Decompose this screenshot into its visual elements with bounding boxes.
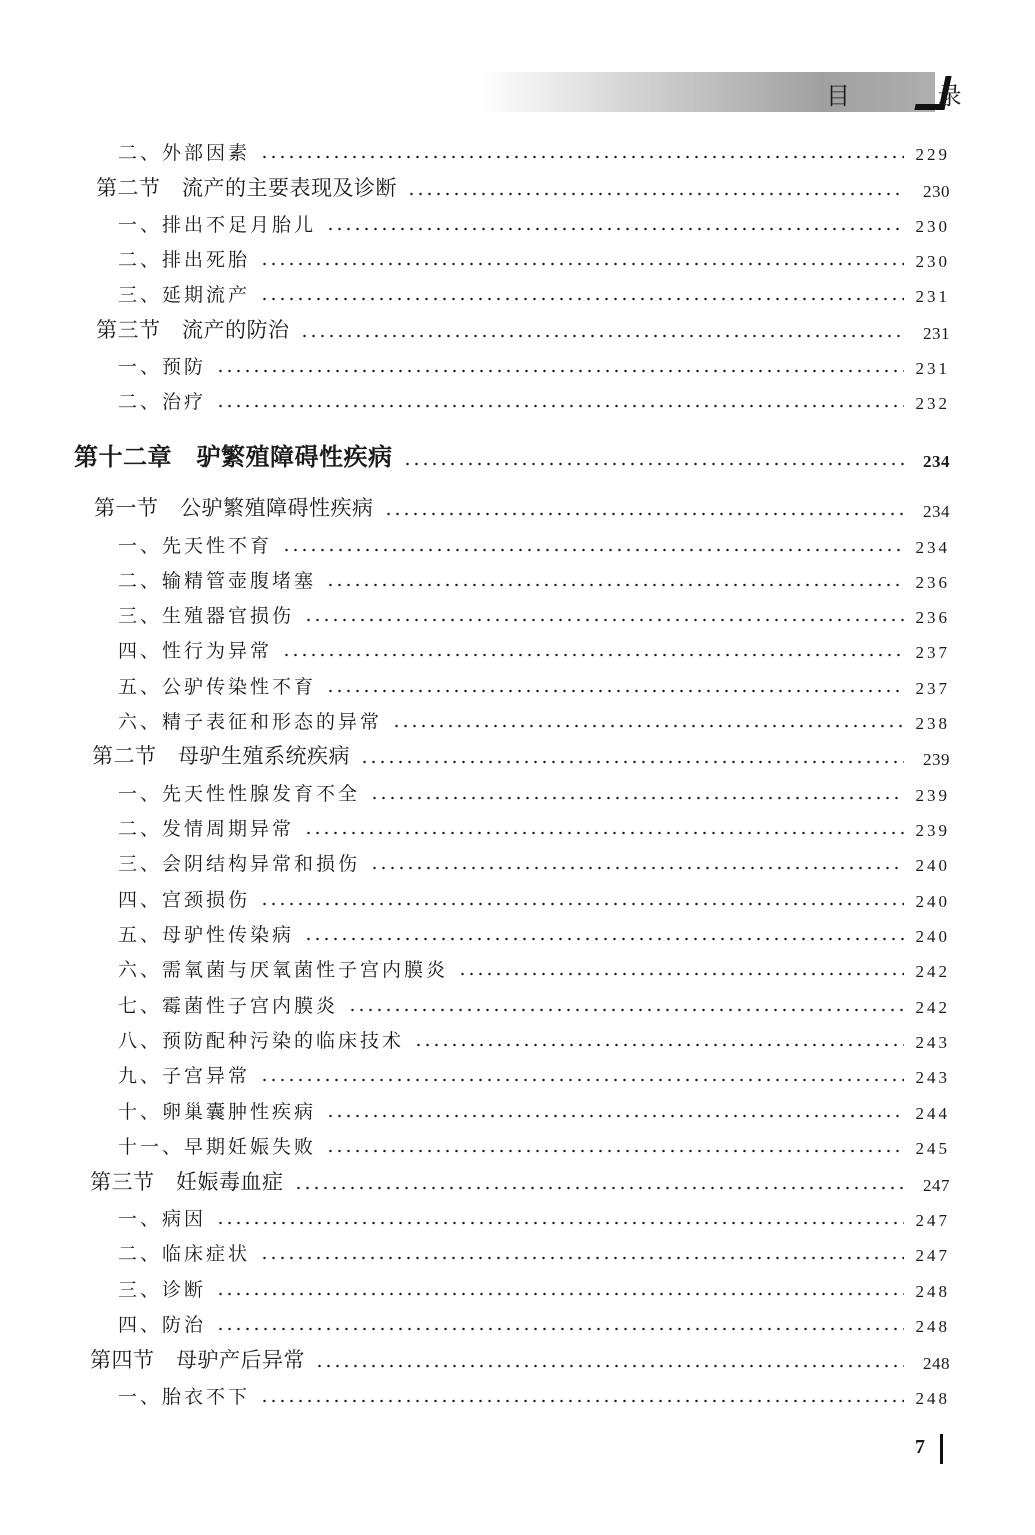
toc-entry bbox=[90, 1166, 950, 1196]
toc-entry bbox=[94, 492, 950, 522]
toc-entry-page: 230 bbox=[923, 182, 950, 201]
toc-entry bbox=[92, 740, 950, 770]
toc-entry-title: 第十二章 驴繁殖障碍性疾病 bbox=[74, 442, 393, 471]
toc-entry-title: 四、防治 bbox=[118, 1314, 207, 1336]
toc-entry bbox=[118, 1381, 950, 1409]
toc-entry-title: 四、性行为异常 bbox=[118, 640, 273, 662]
toc-entry-title: 第二节 流产的主要表现及诊断 bbox=[96, 176, 397, 200]
toc-leader-dots bbox=[315, 1364, 904, 1368]
toc-entry-title: 一、先天性性腺发育不全 bbox=[118, 783, 361, 805]
toc-entry bbox=[118, 1131, 950, 1159]
toc-leader-dots bbox=[326, 583, 904, 587]
running-header-title: 目 录 bbox=[826, 82, 1002, 110]
toc-entry bbox=[118, 1238, 950, 1266]
toc-leader-dots bbox=[326, 1149, 904, 1153]
toc-entry-title: 五、母驴性传染病 bbox=[118, 924, 295, 946]
toc-entry-page: 231 bbox=[915, 287, 950, 306]
toc-entry-page: 243 bbox=[915, 1033, 950, 1052]
toc-leader-dots bbox=[304, 937, 904, 941]
toc-leader-dots bbox=[348, 1008, 904, 1012]
toc-entry-title: 第三节 妊娠毒血症 bbox=[90, 1170, 284, 1194]
toc-entry-page: 247 bbox=[915, 1246, 950, 1265]
toc-leader-dots bbox=[260, 1078, 904, 1082]
toc-entry-title: 六、精子表征和形态的异常 bbox=[118, 711, 383, 733]
toc-entry-title: 第一节 公驴繁殖障碍性疾病 bbox=[94, 496, 374, 520]
toc-leader-dots bbox=[282, 548, 904, 552]
toc-entry-page: 240 bbox=[915, 856, 950, 875]
toc-leader-dots bbox=[326, 689, 904, 693]
toc-entry-page: 232 bbox=[915, 394, 950, 413]
toc-leader-dots bbox=[216, 404, 904, 408]
toc-entry-page: 234 bbox=[923, 452, 950, 471]
toc-entry-page: 237 bbox=[915, 643, 950, 662]
toc-entry-page: 230 bbox=[915, 252, 950, 271]
toc-leader-dots bbox=[300, 334, 905, 338]
toc-entry-title: 二、发情周期异常 bbox=[118, 818, 295, 840]
toc-entry-page: 248 bbox=[923, 1354, 950, 1373]
toc-leader-dots bbox=[403, 462, 905, 466]
toc-leader-dots bbox=[216, 1221, 904, 1225]
toc-entry-page: 245 bbox=[915, 1139, 950, 1158]
toc-entry-page: 247 bbox=[923, 1176, 950, 1195]
toc-entry-page: 231 bbox=[915, 359, 950, 378]
toc-entry-title: 一、先天性不育 bbox=[118, 535, 273, 557]
toc-entry-title: 一、排出不足月胎儿 bbox=[118, 214, 317, 236]
toc-entry bbox=[118, 813, 950, 841]
toc-entry-title: 一、病因 bbox=[118, 1208, 207, 1230]
toc-entry-title: 八、预防配种污染的临床技术 bbox=[118, 1030, 405, 1052]
toc-entry-title: 十、卵巢囊肿性疾病 bbox=[118, 1101, 317, 1123]
toc-entry-title: 五、公驴传染性不育 bbox=[118, 676, 317, 698]
toc-entry-title: 二、排出死胎 bbox=[118, 249, 251, 271]
toc-entry-page: 239 bbox=[923, 750, 950, 769]
toc-leader-dots bbox=[216, 1327, 904, 1331]
toc-entry bbox=[118, 1274, 950, 1302]
toc-entry-page: 236 bbox=[915, 573, 950, 592]
toc-entry-page: 238 bbox=[915, 714, 950, 733]
toc-entry bbox=[118, 565, 950, 593]
toc-entry-title: 二、临床症状 bbox=[118, 1243, 251, 1265]
toc-entry-title: 四、宫颈损伤 bbox=[118, 889, 251, 911]
toc-entry bbox=[118, 954, 950, 982]
toc-leader-dots bbox=[260, 155, 904, 159]
toc-leader-dots bbox=[260, 297, 904, 301]
toc-entry bbox=[118, 990, 950, 1018]
toc-entry bbox=[118, 706, 950, 734]
toc-entry-page: 248 bbox=[915, 1282, 950, 1301]
toc-leader-dots bbox=[260, 262, 904, 266]
toc-leader-dots bbox=[260, 1256, 904, 1260]
toc-entry bbox=[118, 244, 950, 272]
toc-leader-dots bbox=[304, 831, 904, 835]
toc-entry-page: 234 bbox=[923, 502, 950, 521]
toc-leader-dots bbox=[282, 653, 904, 657]
toc-leader-dots bbox=[326, 1114, 904, 1118]
toc-entry bbox=[118, 884, 950, 912]
page-number-rule bbox=[940, 1434, 943, 1464]
toc-entry bbox=[118, 919, 950, 947]
toc-entry-page: 243 bbox=[915, 1068, 950, 1087]
toc-entry-page: 248 bbox=[915, 1317, 950, 1336]
toc-leader-dots bbox=[458, 972, 904, 976]
toc-entry-title: 第三节 流产的防治 bbox=[96, 318, 290, 342]
toc-entry bbox=[118, 530, 950, 558]
toc-entry bbox=[118, 671, 950, 699]
toc-leader-dots bbox=[360, 760, 904, 764]
toc-entry bbox=[118, 209, 950, 237]
toc-entry bbox=[118, 351, 950, 379]
toc-leader-dots bbox=[304, 618, 904, 622]
toc-entry-title: 三、延期流产 bbox=[118, 284, 251, 306]
toc-entry bbox=[118, 848, 950, 876]
toc-entry-page: 240 bbox=[915, 927, 950, 946]
toc-leader-dots bbox=[414, 1043, 904, 1047]
toc-entry-page: 248 bbox=[915, 1389, 950, 1408]
toc-entry-title: 三、生殖器官损伤 bbox=[118, 605, 295, 627]
toc-entry bbox=[90, 1344, 950, 1374]
toc-entry-title: 七、霉菌性子宫内膜炎 bbox=[118, 995, 339, 1017]
toc-entry bbox=[118, 1096, 950, 1124]
toc-entry bbox=[118, 279, 950, 307]
toc-entry-page: 239 bbox=[915, 821, 950, 840]
toc-entry bbox=[118, 778, 950, 806]
toc-entry-page: 229 bbox=[915, 145, 950, 164]
toc-entry-page: 247 bbox=[915, 1211, 950, 1230]
toc-entry-page: 242 bbox=[915, 962, 950, 981]
toc-entry bbox=[96, 314, 950, 344]
toc-entry-title: 九、子宫异常 bbox=[118, 1065, 251, 1087]
toc-entry-title: 第四节 母驴产后异常 bbox=[90, 1348, 305, 1372]
toc-leader-dots bbox=[407, 192, 904, 196]
toc-entry bbox=[118, 600, 950, 628]
toc-entry bbox=[118, 137, 950, 165]
toc-leader-dots bbox=[216, 1292, 904, 1296]
toc-entry-page: 237 bbox=[915, 679, 950, 698]
toc-entry bbox=[118, 386, 950, 414]
toc-leader-dots bbox=[260, 1399, 904, 1403]
toc-entry-page: 234 bbox=[915, 538, 950, 557]
toc-entry-title: 三、会阴结构异常和损伤 bbox=[118, 853, 361, 875]
toc-entry-title: 十一、早期妊娠失败 bbox=[118, 1136, 317, 1158]
toc-leader-dots bbox=[370, 866, 904, 870]
toc-leader-dots bbox=[216, 369, 904, 373]
page-number: 7 bbox=[915, 1436, 925, 1458]
toc-leader-dots bbox=[392, 724, 904, 728]
toc-entry-page: 230 bbox=[915, 217, 950, 236]
toc-entry-page: 244 bbox=[915, 1104, 950, 1123]
toc-entry bbox=[118, 1025, 950, 1053]
toc-entry bbox=[118, 1060, 950, 1088]
toc-leader-dots bbox=[294, 1186, 905, 1190]
toc-entry bbox=[118, 1309, 950, 1337]
toc-entry-title: 第二节 母驴生殖系统疾病 bbox=[92, 744, 350, 768]
toc-entry-page: 239 bbox=[915, 786, 950, 805]
toc-entry-page: 242 bbox=[915, 998, 950, 1017]
toc-leader-dots bbox=[370, 796, 904, 800]
toc-entry bbox=[118, 1203, 950, 1231]
toc-entry-title: 六、需氧菌与厌氧菌性子宫内膜炎 bbox=[118, 959, 449, 981]
toc-entry-page: 236 bbox=[915, 608, 950, 627]
toc-entry-title: 二、输精管壶腹堵塞 bbox=[118, 570, 317, 592]
toc-entry bbox=[74, 438, 950, 472]
toc-entry-title: 三、诊断 bbox=[118, 1279, 207, 1301]
toc-entry bbox=[96, 172, 950, 202]
toc-entry-title: 二、治疗 bbox=[118, 391, 207, 413]
toc-entry-title: 二、外部因素 bbox=[118, 142, 251, 164]
toc-leader-dots bbox=[384, 512, 905, 516]
toc-entry-title: 一、预防 bbox=[118, 356, 207, 378]
toc-entry bbox=[118, 635, 950, 663]
toc-entry-page: 240 bbox=[915, 892, 950, 911]
toc-entry-page: 231 bbox=[923, 324, 950, 343]
toc-leader-dots bbox=[260, 902, 904, 906]
toc-entry-title: 一、胎衣不下 bbox=[118, 1386, 251, 1408]
toc-leader-dots bbox=[326, 227, 904, 231]
